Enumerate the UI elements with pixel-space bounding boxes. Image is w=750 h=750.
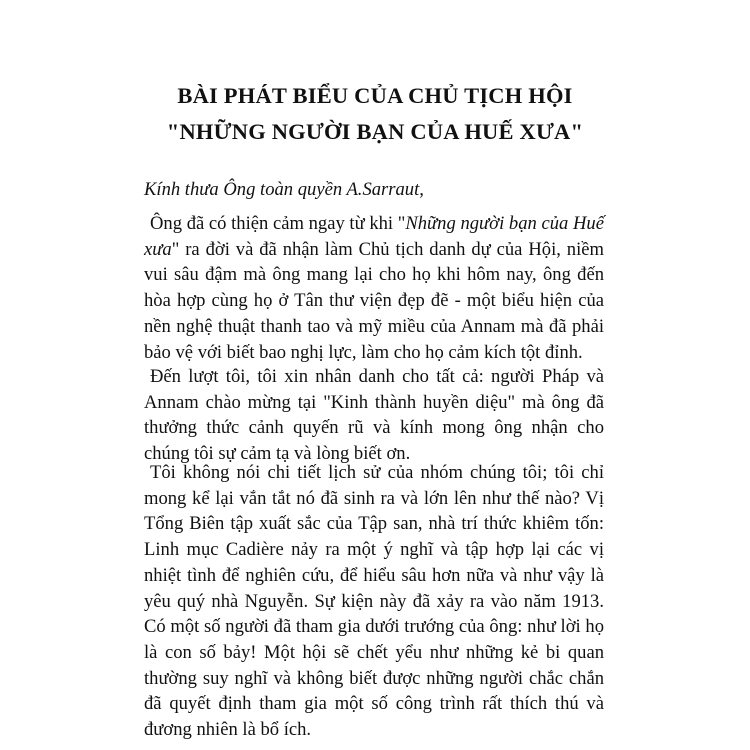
paragraph-3: Tôi không nói chi tiết lịch sử của nhóm chúng tôi; tôi chỉ mong kể lại vắn tắt nó đã sinh ra và lớn lên như thế nào? Vị Tổng Biên tập xuất sắc của Tập san, nhà trí thức khiêm tốn: Linh mục Cadière nảy ra một ý nghĩ và tập hợp lại các vị nhiệt tình để nghiên cứu, để hiểu sâu hơn nữa và như vậy là yêu quý nhà Nguyễn. Sự kiện này đã xảy ra vào năm 1913. Có một số người đã tham gia dưới trướng của ông: như lời họ là con số bảy! Một hội sẽ chết yểu như những kẻ bi quan thường suy nghĩ và không biết được những người chắc chắn đã quyết định tham gia một số công trình rất thích thú và đương nhiên là bổ ích. [144,462,604,741]
paragraph-1-before: Ông đã có thiện cảm ngay từ khi " [150,213,406,234]
page-title-line-1: BÀI PHÁT BIỂU CỦA CHỦ TỊCH HỘI [177,83,573,108]
paragraph-1-after: " ra đời và đã nhận làm Chủ tịch danh dự của Hội, niềm vui sâu đậm mà ông mang lại cho họ khi hôm nay, ông đến hòa hợp cùng họ ở Tân thư viện đẹp đẽ - một biểu hiện của nền nghệ thuật thanh tao và mỹ miều của Annam mà đã phải bảo vệ với biết bao nghị lực, làm cho họ cảm kích tột đỉnh. [144,238,604,363]
page-title-line-2: "NHỮNG NGƯỜI BẠN CỦA HUẾ XƯA" [166,119,584,144]
paragraph-1 [144,211,604,365]
paragraph-1-italic: Những người bạn của Huế xưa [144,213,604,260]
paragraph-2: Đến lượt tôi, tôi xin nhân danh cho tất cả: người Pháp và Annam chào mừng tại "Kinh thành huyền diệu" mà ông đã thưởng thức cảnh quyến rũ và kính mong ông nhận cho chúng tôi sự cảm tạ và lòng biết ơn. [144,366,604,465]
salutation: Kính thưa Ông toàn quyền A.Sarraut, [144,179,424,200]
